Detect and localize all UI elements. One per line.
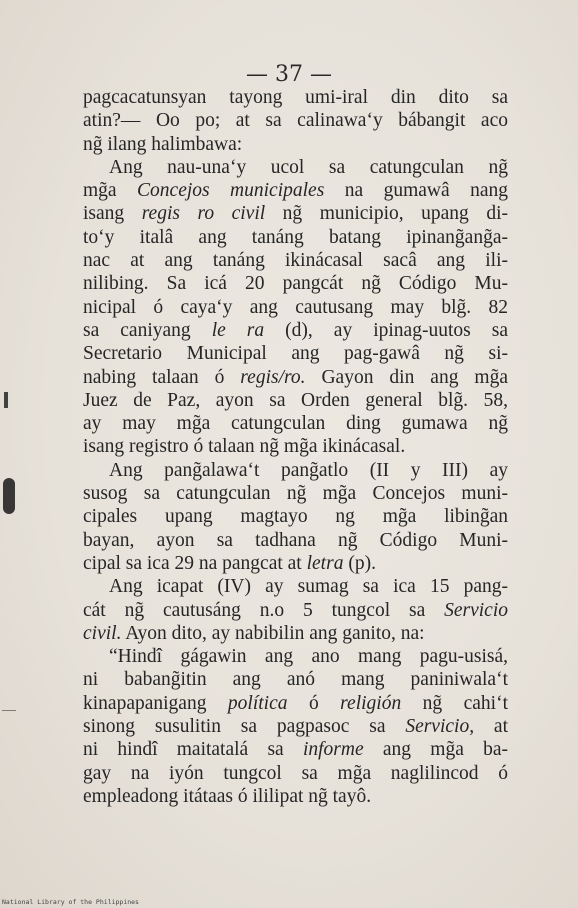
body-text bbox=[83, 86, 508, 808]
italic-text: regis/ro. bbox=[240, 366, 306, 388]
text-line bbox=[83, 622, 508, 645]
text-line bbox=[83, 319, 508, 342]
margin-ink-mark bbox=[2, 710, 16, 711]
italic-text: letra bbox=[306, 552, 344, 574]
text-segment: ni babang̃itin ang anó mang paniniwala‘t bbox=[83, 669, 508, 691]
text-line bbox=[83, 366, 508, 389]
text-segment: empleadong itátaas ó ililipat ng̃ tayô. bbox=[83, 785, 372, 807]
text-segment: atin?— Oo po; at sa calinawa‘y bábangit aco bbox=[83, 110, 508, 132]
library-credit: National Library of the Philippines bbox=[2, 898, 139, 906]
text-segment: nilibing. Sa icá 20 pangcát ng̃ Código Mu- bbox=[83, 273, 508, 295]
text-line bbox=[83, 459, 508, 482]
italic-text: Concejos municipales bbox=[137, 180, 325, 202]
text-line bbox=[83, 575, 508, 598]
text-line bbox=[83, 86, 508, 109]
italic-text: regis ro civil bbox=[141, 203, 266, 225]
text-line bbox=[83, 272, 508, 295]
text-segment: mg̃a bbox=[83, 180, 138, 202]
italic-text: Servicio bbox=[444, 599, 508, 621]
text-segment: nabing talaan ó bbox=[83, 366, 241, 388]
text-segment: Ang icapat (IV) ay sumag sa ica 15 pang- bbox=[109, 576, 508, 598]
text-segment: isang bbox=[83, 203, 142, 225]
text-line bbox=[83, 296, 508, 319]
text-segment: cipales upang magtayo ng mg̃a libing̃an bbox=[83, 506, 508, 528]
text-segment: (p). bbox=[343, 552, 376, 574]
italic-text: informe bbox=[302, 739, 364, 761]
text-segment: sa caniyang bbox=[83, 319, 212, 341]
text-line bbox=[83, 389, 508, 412]
text-line bbox=[83, 342, 508, 365]
italic-text: Servicio, bbox=[405, 716, 475, 738]
margin-ink-mark bbox=[4, 392, 8, 408]
text-line bbox=[83, 109, 508, 132]
text-line bbox=[83, 738, 508, 761]
text-segment: ó bbox=[287, 692, 341, 714]
margin-ink-mark bbox=[3, 478, 15, 514]
text-segment: nicipal ó caya‘y ang cautusang may blg̃. 82 bbox=[83, 296, 508, 318]
text-segment: Secretario Municipal ang pag-gawâ ng̃ si- bbox=[83, 343, 508, 365]
text-segment: na gumawâ nang bbox=[324, 180, 508, 202]
text-segment: Juez de Paz, ayon sa Orden general blg̃. 58, bbox=[83, 389, 508, 411]
text-segment: “Hindî gágawin ang ano mang pagu-usisá, bbox=[109, 646, 508, 668]
text-line bbox=[83, 202, 508, 225]
text-segment: cát ng̃ cautusáng n.o 5 tungcol sa bbox=[83, 599, 445, 621]
text-line bbox=[83, 156, 508, 179]
text-line bbox=[83, 249, 508, 272]
text-line bbox=[83, 668, 508, 691]
text-segment: ang mg̃a ba- bbox=[363, 739, 508, 761]
text-segment: ni hindî maitatalá sa bbox=[83, 739, 303, 761]
text-segment: Ayon dito, ay nabibilin ang ganito, na: bbox=[121, 622, 425, 644]
text-segment: susog sa catungculan ng̃ mg̃a Concejos muni- bbox=[83, 483, 508, 505]
text-segment: kinapapanigang bbox=[83, 692, 228, 714]
text-line bbox=[83, 762, 508, 785]
text-segment: cipal sa ica 29 na pangcat at bbox=[83, 552, 307, 574]
text-segment: gay na iyón tungcol sa mg̃a naglilincod ó bbox=[83, 762, 508, 784]
text-line bbox=[83, 179, 508, 202]
text-segment: sinong susulitin sa pagpasoc sa bbox=[83, 716, 406, 738]
text-segment: ng̃ ilang halimbawa: bbox=[83, 133, 243, 155]
text-line bbox=[83, 552, 508, 575]
text-segment: nac at ang tanáng ikinácasal sacâ ang ili- bbox=[83, 250, 508, 272]
text-segment: ay may mg̃a catungculan ding gumawa ng̃ bbox=[83, 413, 508, 435]
italic-text: política bbox=[227, 692, 288, 714]
italic-text: civil. bbox=[83, 622, 122, 644]
text-line bbox=[83, 482, 508, 505]
text-segment: Ang nau-una‘y ucol sa catungculan ng̃ bbox=[109, 156, 508, 178]
text-line bbox=[83, 412, 508, 435]
text-line bbox=[83, 692, 508, 715]
text-segment: isang registro ó talaan ng̃ mg̃a ikinácasal. bbox=[83, 436, 406, 458]
text-segment: Ang pang̃alawa‘t pang̃atlo (II y III) ay bbox=[109, 459, 508, 481]
text-segment: ng̃ cahi‘t bbox=[401, 692, 508, 714]
text-segment: Gayon din ang mg̃a bbox=[305, 366, 508, 388]
text-segment: (d), ay ipinag-uutos sa bbox=[264, 319, 508, 341]
text-line bbox=[83, 645, 508, 668]
text-segment: ng̃ municipio, upang di- bbox=[265, 203, 508, 225]
text-line bbox=[83, 133, 508, 156]
text-line bbox=[83, 529, 508, 552]
text-segment: pagcacatunsyan tayong umi-iral din dito sa bbox=[83, 87, 508, 108]
text-line bbox=[83, 435, 508, 458]
text-segment: bayan, ayon sa tadhana ng̃ Código Muni- bbox=[83, 529, 508, 551]
italic-text: le ra bbox=[211, 319, 265, 341]
italic-text: religión bbox=[340, 692, 402, 714]
text-line bbox=[83, 226, 508, 249]
text-line bbox=[83, 715, 508, 738]
page-number: — 37 — bbox=[246, 62, 332, 87]
text-line bbox=[83, 785, 508, 808]
text-line bbox=[83, 505, 508, 528]
text-line bbox=[83, 599, 508, 622]
text-segment: to‘y italâ ang tanáng batang ipinang̃ang̃a- bbox=[83, 226, 508, 248]
text-segment: at bbox=[474, 716, 508, 738]
